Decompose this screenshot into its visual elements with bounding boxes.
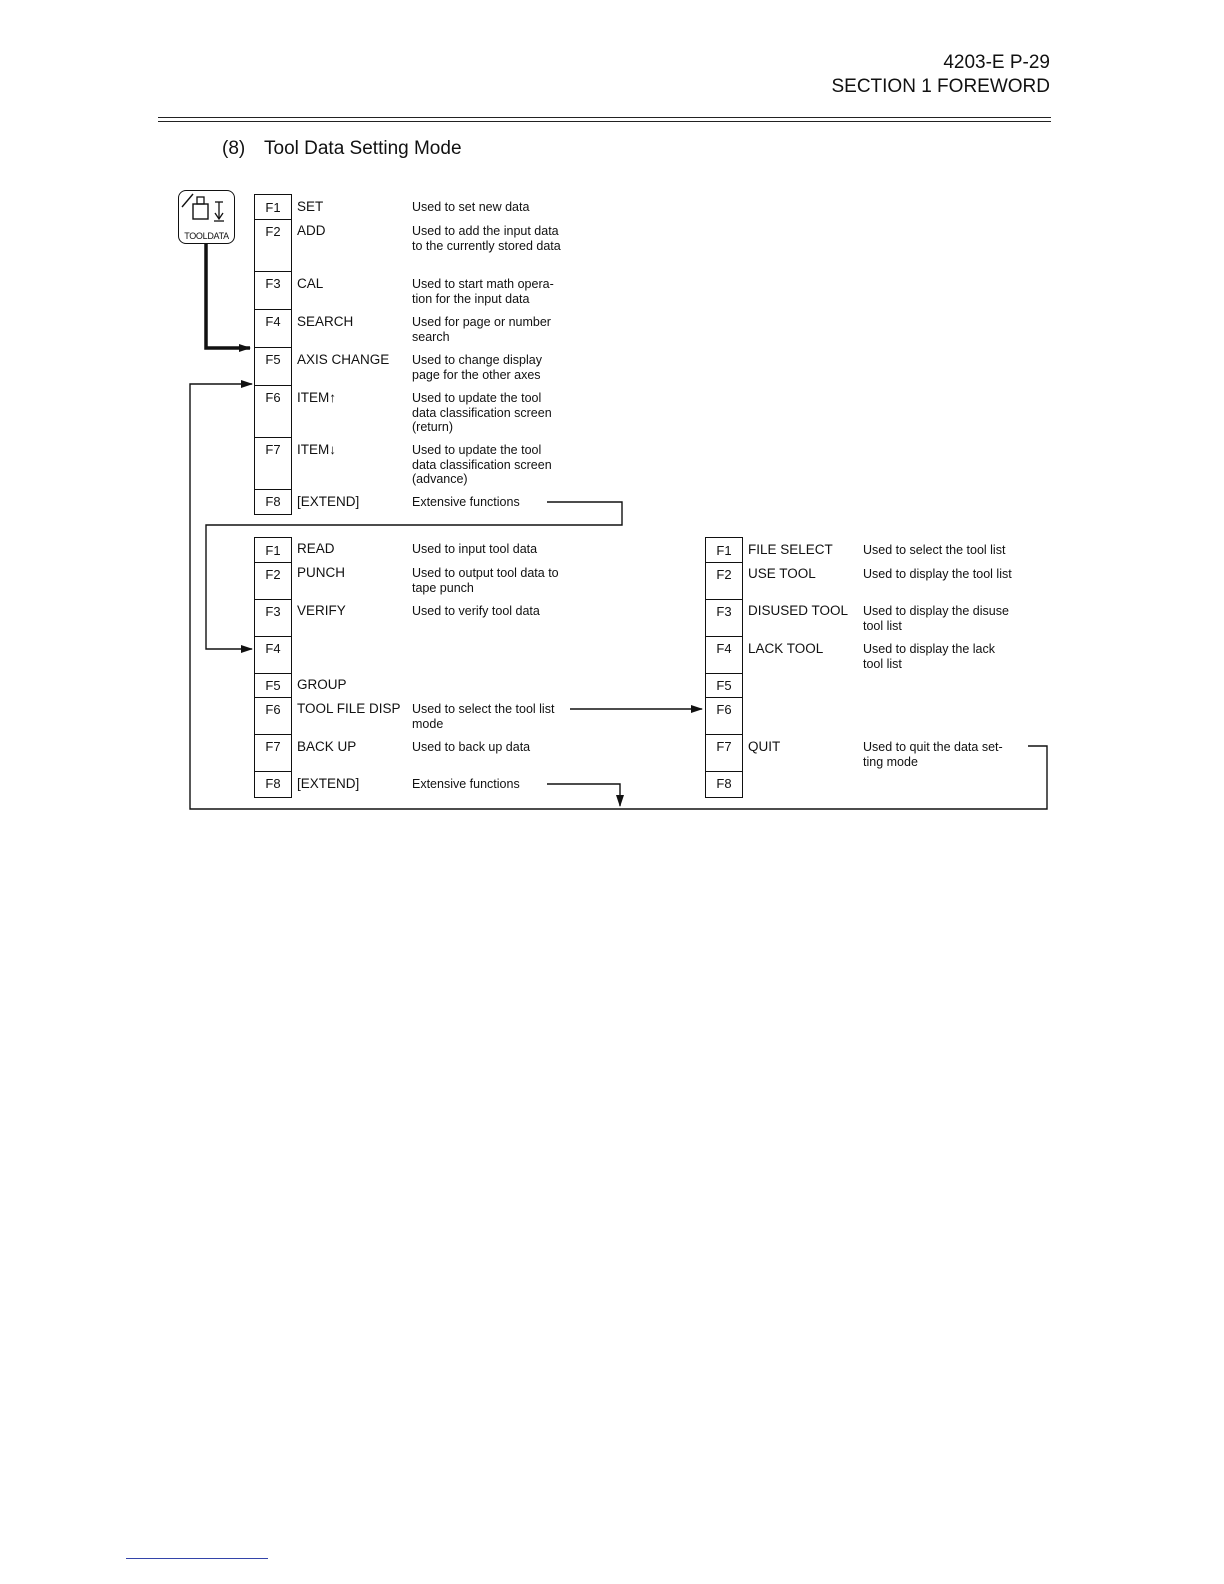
menu2-f6-description: Used to select the tool list mode (412, 702, 555, 731)
f6-key[interactable]: F6 (265, 702, 281, 717)
menu3-f3-description: Used to display the disuse tool list (863, 604, 1009, 633)
menu1-f8-label: [EXTEND] (297, 494, 360, 509)
menu2-f2-description: Used to output tool data to tape punch (412, 566, 559, 595)
menu3-f2-label: USE TOOL (748, 566, 816, 581)
f4-key[interactable]: F4 (265, 641, 281, 656)
function-key-column-1 (254, 194, 292, 515)
menu1-f5-label: AXIS CHANGE (297, 352, 390, 367)
menu1-f5-description: Used to change display page for the other axes (412, 353, 542, 382)
menu1-f4-label: SEARCH (297, 314, 354, 329)
f2-key[interactable]: F2 (716, 567, 732, 582)
tool-data-key-label: TOOLDATA (184, 231, 229, 241)
f3-key[interactable]: F3 (265, 604, 281, 619)
heading-title: Tool Data Setting Mode (264, 138, 462, 159)
menu2-f8-label: [EXTEND] (297, 776, 360, 791)
f2-key[interactable]: F2 (265, 567, 281, 582)
menu1-f2-label: ADD (297, 223, 326, 238)
menu1-f7-description: Used to update the tool data classification screen (advance) (412, 443, 552, 486)
menu2-f7-description: Used to back up data (412, 740, 531, 754)
menu1-f3-description: Used to start math opera-tion for the input data (412, 277, 554, 306)
menu1-f7-label: ITEM↓ (297, 442, 336, 457)
menu2-f3-label: VERIFY (297, 603, 346, 618)
f1-key[interactable]: F1 (716, 543, 732, 558)
f5-key[interactable]: F5 (265, 352, 281, 367)
heading-number: (8) (222, 138, 246, 159)
f1-key[interactable]: F1 (265, 543, 281, 558)
f8-key[interactable]: F8 (265, 776, 281, 791)
menu1-f4-description: Used for page or number search (412, 315, 551, 344)
menu2-f1-description: Used to input tool data (412, 542, 538, 556)
f5-key[interactable]: F5 (265, 678, 281, 693)
f7-key[interactable]: F7 (716, 739, 732, 754)
menu1-f1-label: SET (297, 199, 324, 214)
menu2-f3-description: Used to verify tool data (412, 604, 540, 618)
menu3-f7-description: Used to quit the data set-ting mode (863, 740, 1003, 769)
menu3-f3-label: DISUSED TOOL (748, 603, 849, 618)
menu2-f1-label: READ (297, 541, 335, 556)
menu1-f3-label: CAL (297, 276, 324, 291)
footer-rule (126, 1558, 268, 1559)
tool-data-key-button[interactable] (178, 190, 235, 244)
menu3-f4-description: Used to display the lack tool list (863, 642, 996, 671)
menu3-f1-label: FILE SELECT (748, 542, 833, 557)
f6-key[interactable]: F6 (265, 390, 281, 405)
menu1-f6-label: ITEM↑ (297, 390, 336, 405)
function-key-column-3 (705, 537, 743, 798)
f3-key[interactable]: F3 (716, 604, 732, 619)
menu2-f2-label: PUNCH (297, 565, 346, 580)
menu1-f8-description: Extensive functions (412, 495, 520, 509)
function-key-column-2 (254, 537, 292, 798)
page-reference: 4203-E P-29 (943, 52, 1050, 73)
f4-key[interactable]: F4 (716, 641, 732, 656)
menu2-f5-label: GROUP (297, 677, 347, 692)
f8-key[interactable]: F8 (716, 776, 732, 791)
section-title: SECTION 1 FOREWORD (831, 76, 1050, 97)
f7-key[interactable]: F7 (265, 442, 281, 457)
menu3-f1-description: Used to select the tool list (863, 543, 1006, 557)
f4-key[interactable]: F4 (265, 314, 281, 329)
tool-data-key-icon (179, 191, 234, 227)
menu1-f1-description: Used to set new data (412, 200, 530, 214)
f8-key[interactable]: F8 (265, 494, 281, 509)
f6-key[interactable]: F6 (716, 702, 732, 717)
menu2-f8-description: Extensive functions (412, 777, 520, 791)
menu2-f7-label: BACK UP (297, 739, 357, 754)
f5-key[interactable]: F5 (716, 678, 732, 693)
menu1-f6-description: Used to update the tool data classification screen (return) (412, 391, 552, 434)
f7-key[interactable]: F7 (265, 739, 281, 754)
menu3-f4-label: LACK TOOL (748, 641, 824, 656)
menu1-f2-description: Used to add the input data to the currently stored data (412, 224, 561, 253)
menu2-f6-label: TOOL FILE DISP (297, 701, 401, 716)
f3-key[interactable]: F3 (265, 276, 281, 291)
f1-key[interactable]: F1 (265, 200, 281, 215)
f2-key[interactable]: F2 (265, 224, 281, 239)
menu3-f7-label: QUIT (748, 739, 781, 754)
menu3-f2-description: Used to display the tool list (863, 567, 1012, 581)
